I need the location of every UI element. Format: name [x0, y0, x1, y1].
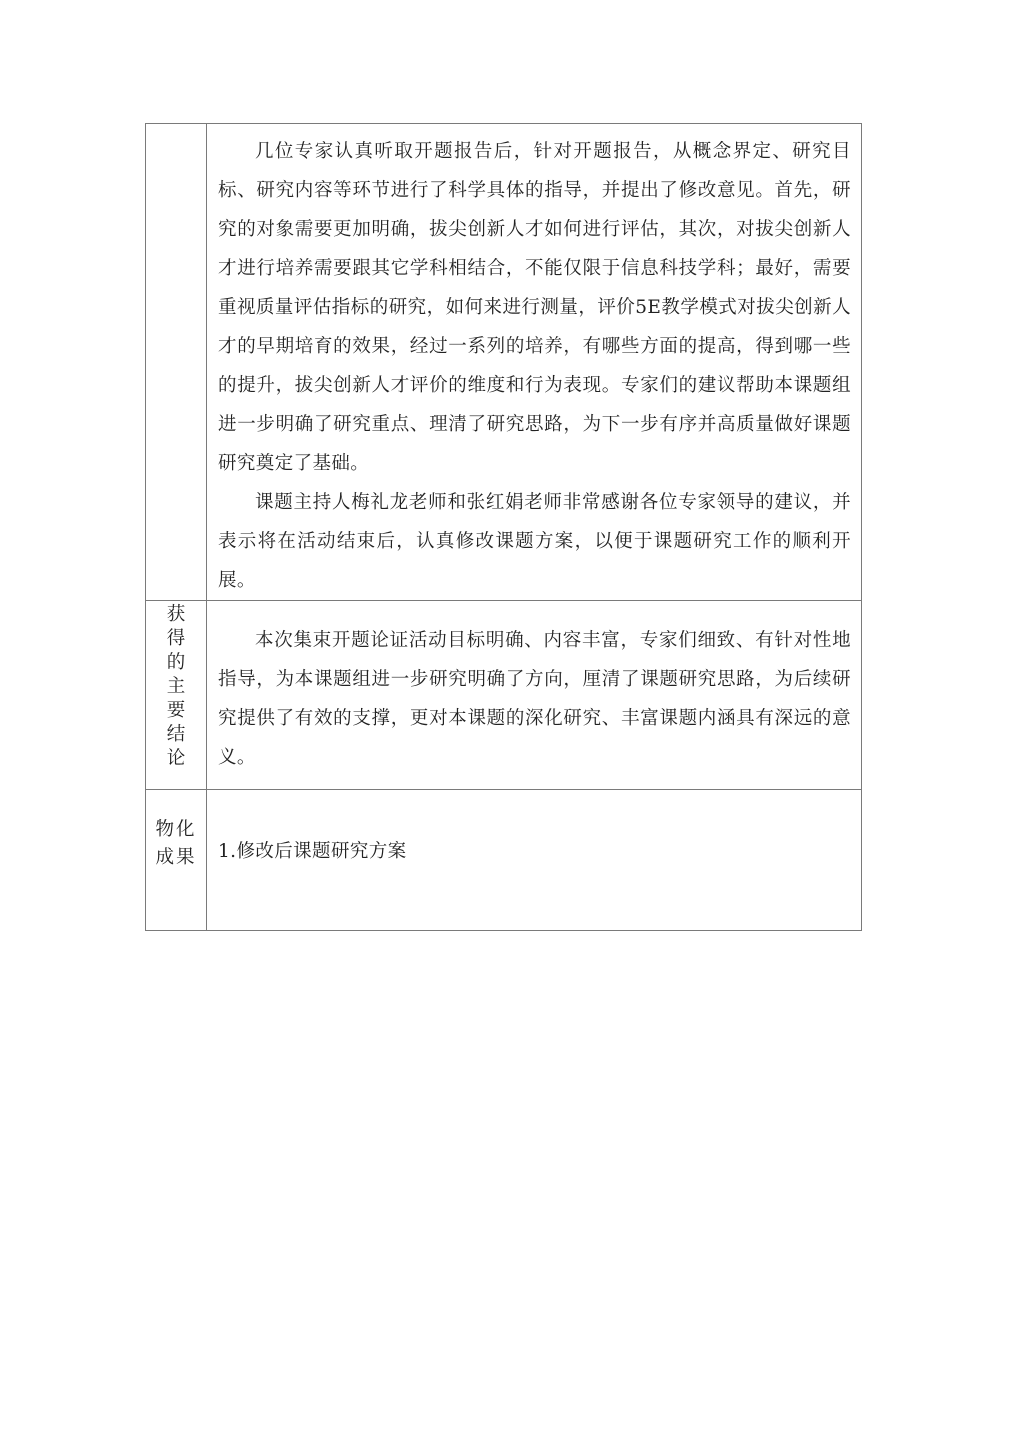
table-row-outcomes: [146, 790, 862, 931]
report-table: [145, 123, 862, 931]
label-cell-main-conclusions: [146, 601, 207, 790]
row-label-outcomes: 物化成果: [155, 819, 197, 868]
paragraph-main-conclusions: 本次集束开题论证活动目标明确、内容丰富，专家们细致、有针对性地指导，为本课题组进一步研究明确了方向，厘清了课题研究思路，为后续研究提供了有效的支撑，更对本课题的深化研究、丰富课题内涵具有深远的意义。: [218, 630, 851, 768]
content-cell-outcomes: [207, 790, 862, 931]
row-label-main-conclusions: 获得的主要结论: [166, 604, 186, 769]
row-label: [166, 124, 186, 126]
content-cell-main-conclusions: [207, 601, 862, 790]
content-cell-expert-guidance: [207, 124, 862, 601]
label-cell-outcomes: [146, 790, 207, 931]
paragraph-expert-guidance: 几位专家认真听取开题报告后，针对开题报告，从概念界定、研究目标、研究内容等环节进行了科学具体的指导，并提出了修改意见。首先，研究的对象需要更加明确，拔尖创新人才如何进行评估，其次，对拔尖创新人才进行培养需要跟其它学科相结合，不能仅限于信息科技学科；最好，需要重视质量评估指标的研究，如何来进行测量，评价5E教学模式对拔尖创新人才的早期培育的效果，经过一系列的培养，有哪些方面的提高，得到哪一些的提升，拔尖创新人才评价的维度和行为表现。专家们的建议帮助本课题组进一步明确了研究重点、理清了研究思路，为下一步有序并高质量做好课题研究奠定了基础。: [218, 141, 851, 474]
table-row-expert-guidance: [146, 124, 862, 601]
paragraph-host-response: 课题主持人梅礼龙老师和张红娟老师非常感谢各位专家领导的建议，并表示将在活动结束后，认真修改课题方案，以便于课题研究工作的顺利开展。: [218, 492, 851, 591]
outcome-item: 1.修改后课题研究方案: [218, 841, 407, 862]
table-row-main-conclusions: [146, 601, 862, 790]
label-cell-empty: [146, 124, 207, 601]
